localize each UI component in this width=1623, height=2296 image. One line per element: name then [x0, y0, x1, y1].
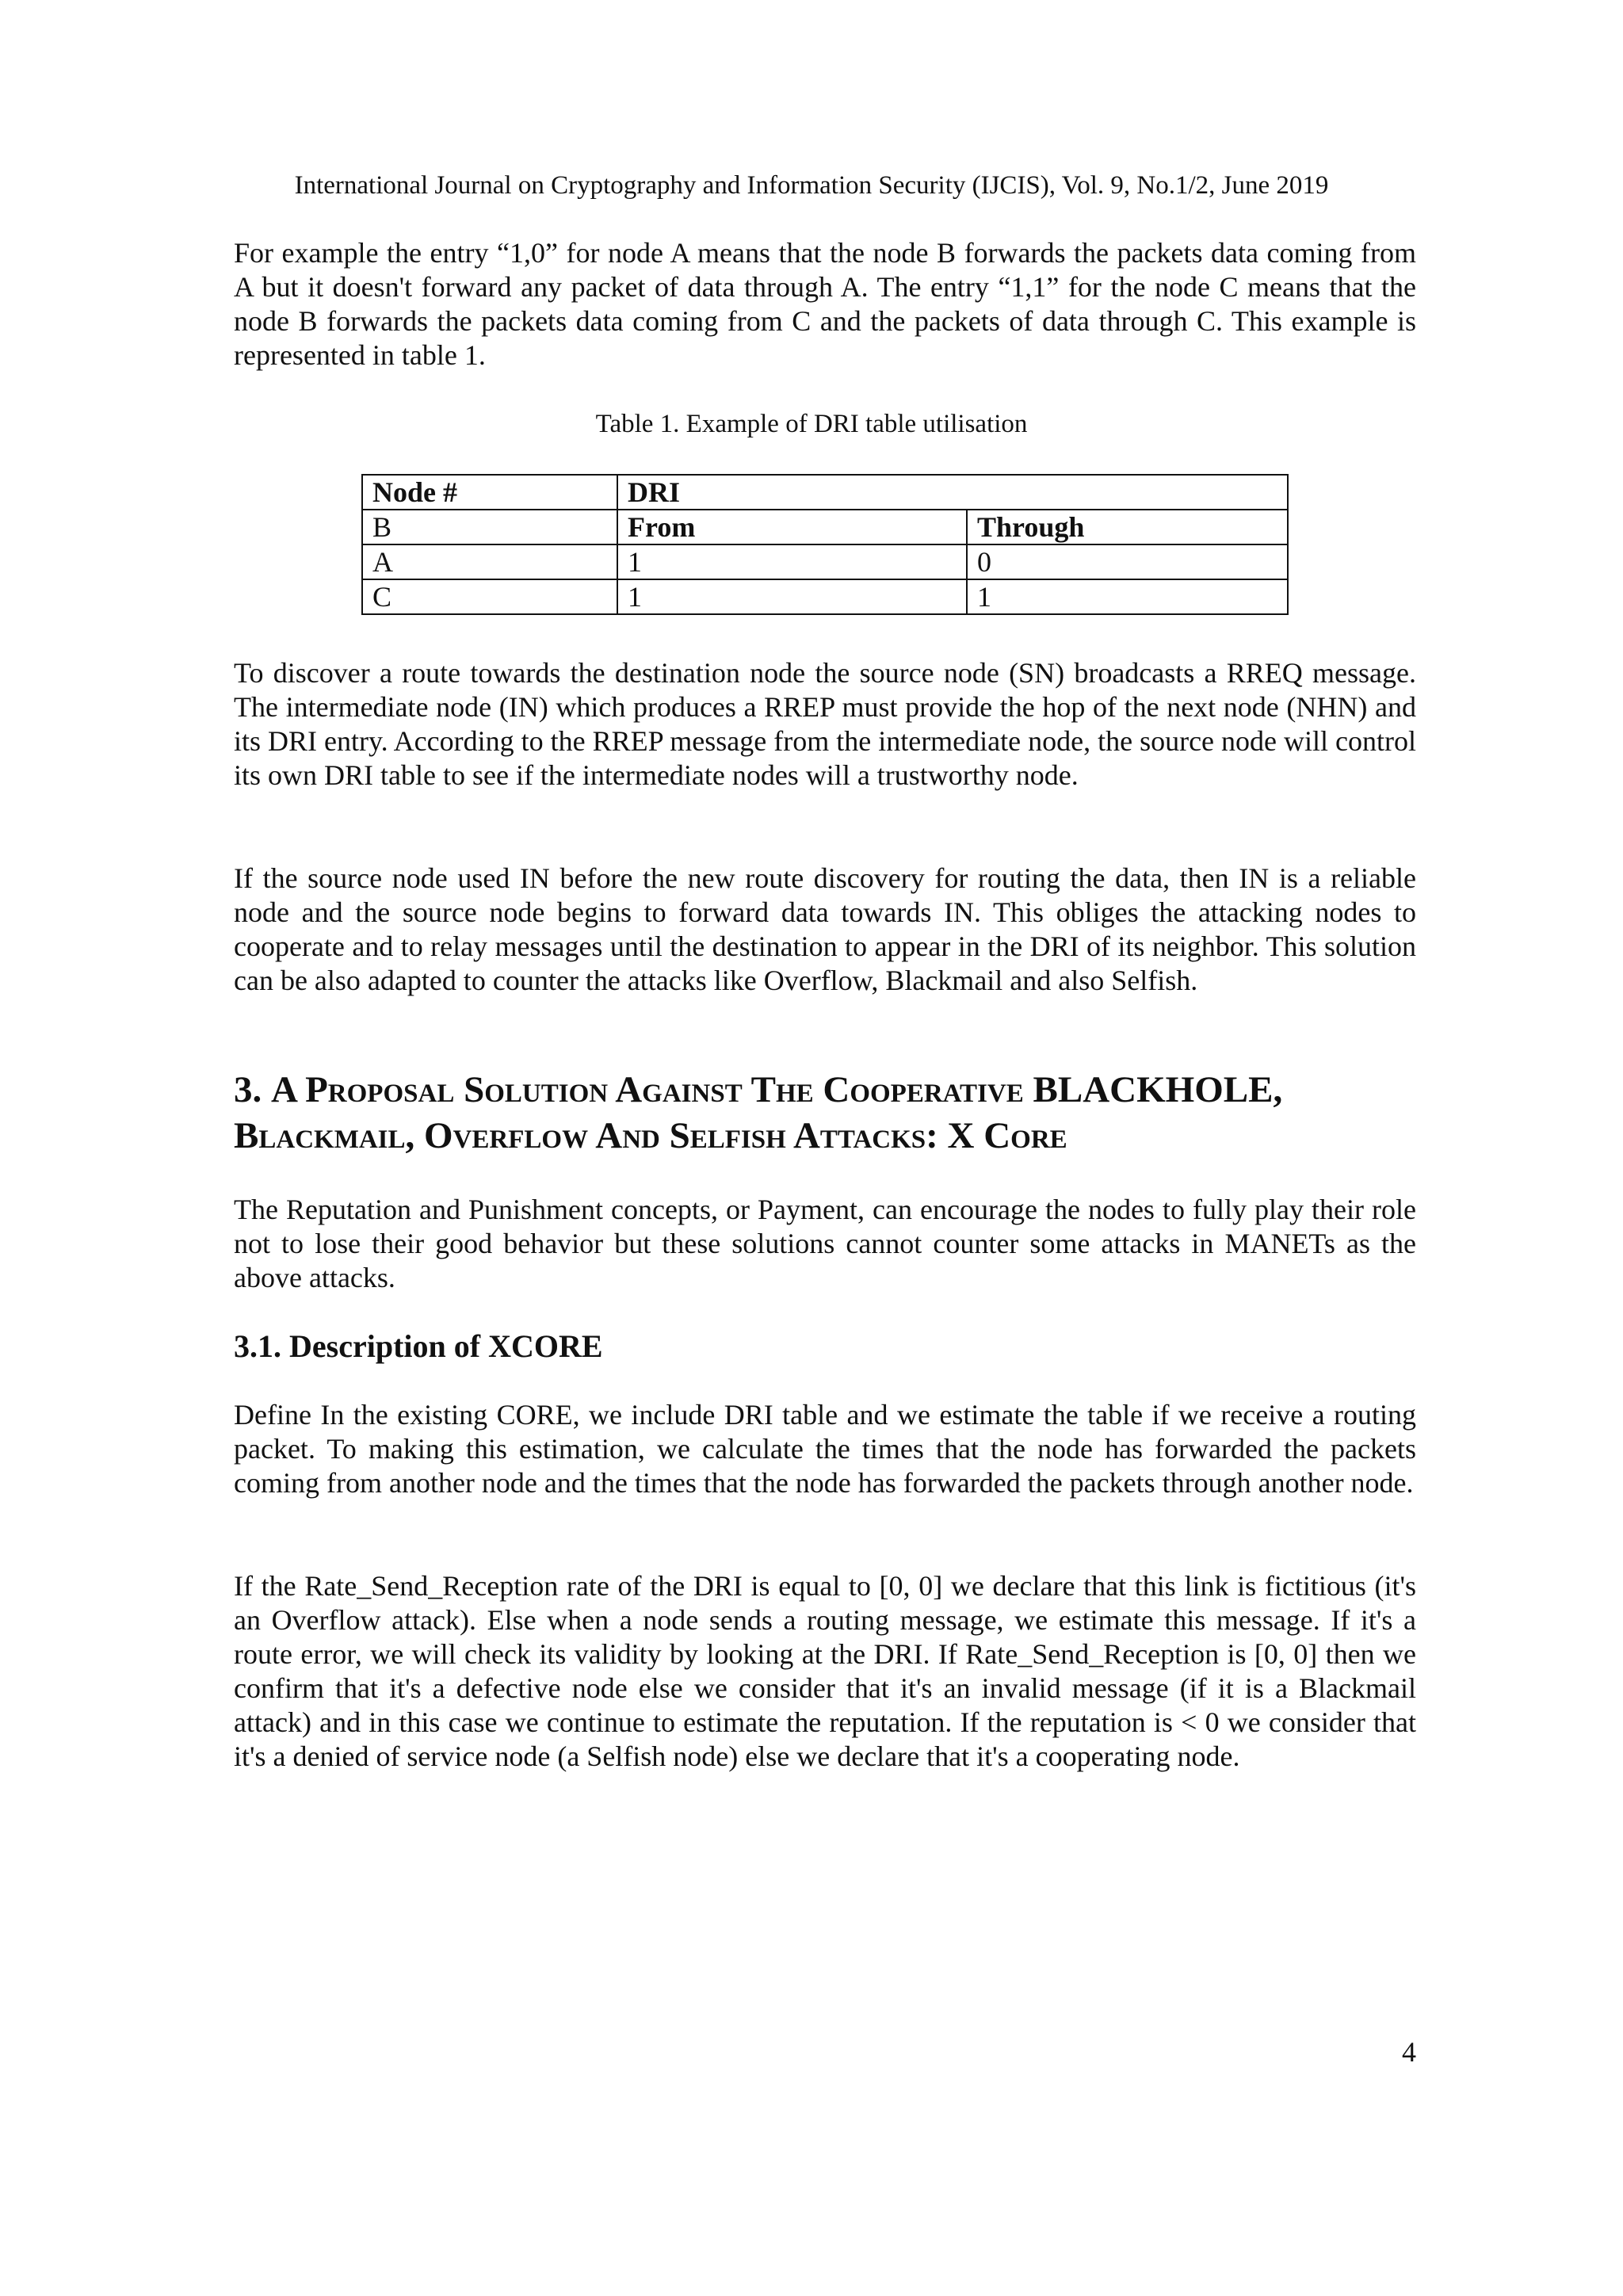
- paragraph-route-discovery: To discover a route towards the destination node the source node (SN) broadcasts a RREQ message. The intermediate node (IN) which produces a RREP must provide the hop of the next node (NHN) and its DRI entry. According to the RREP message from the intermediate node, the source node will control its own DRI table to see if the intermediate nodes will a trustworthy node.: [234, 657, 1416, 791]
- subheader-from-cell: From: [617, 510, 967, 544]
- row-from-cell: 1: [617, 579, 967, 614]
- header-node-cell: Node #: [362, 475, 617, 510]
- paragraph-rate-send-reception: If the Rate_Send_Reception rate of the DRI is equal to [0, 0] we declare that this link is fictitious (it's an Overflow attack). Else when a node sends a routing message, we estimate this message. If it's a route error, we will check its validity by looking at the DRI. If Rate_Send_Reception is [0, 0] then we confirm that it's a defective node else we consider that it's an invalid message (if it is a Blackmail attack) and in this case we continue to estimate the reputation. If the reputation is < 0 we consider that it's a denied of service node (a Selfish node) else we declare that it's a cooperating node.: [234, 1570, 1416, 1772]
- table-row: [362, 579, 1288, 614]
- subheader-node-cell: B: [362, 510, 617, 544]
- table-row: [362, 544, 1288, 579]
- paragraph-xcore-define: Define In the existing CORE, we include DRI table and we estimate the table if we receive a routing packet. To making this estimation, we calculate the times that the node has forwarded the packets coming from another node and the times that the node has forwarded the packets through another node.: [234, 1399, 1416, 1499]
- subsection-heading: 3.1. Description of XCORE: [234, 1328, 603, 1364]
- paragraph-reliable-node: If the source node used IN before the new route discovery for routing the data, then IN is a reliable node and the source node begins to forward data towards IN. This obliges the attacking nodes to cooperate and to relay messages until the destination to appear in the DRI of its neighbor. This solution can be also adapted to counter the attacks like Overflow, Blackmail and also Selfish.: [234, 862, 1416, 996]
- row-node-cell: A: [362, 544, 617, 579]
- header-dri-cell: DRI: [617, 475, 1288, 510]
- paragraph-reputation-intro: The Reputation and Punishment concepts, or Payment, can encourage the nodes to fully play their role not to lose their good behavior but these solutions cannot counter some attacks in MANETs as the above attacks.: [234, 1194, 1416, 1293]
- row-through-cell: 0: [967, 544, 1288, 579]
- page-number: 4: [1402, 2036, 1416, 2068]
- section-3-heading: [234, 1067, 1423, 1159]
- section-number: 3.: [234, 1069, 262, 1110]
- row-node-cell: C: [362, 579, 617, 614]
- row-from-cell: 1: [617, 544, 967, 579]
- section-title-part-c: Blackmail, Overflow And Selfish Attacks: X Core: [234, 1115, 1067, 1156]
- section-title-part-a: A Proposal Solution Against The Cooperative: [271, 1069, 1024, 1110]
- section-title-part-b: BLACKHOLE,: [1033, 1069, 1283, 1110]
- paragraph-dri-example: For example the entry “1,0” for node A means that the node B forwards the packets data coming from A but it doesn't forward any packet of data through A. The entry “1,1” for the node C means that the node B forwards the packets data coming from C and the packets of data through C. This example is represented in table 1.: [234, 237, 1416, 371]
- row-through-cell: 1: [967, 579, 1288, 614]
- table-caption: Table 1. Example of DRI table utilisation: [595, 410, 1028, 438]
- table-subheader-row: [362, 510, 1288, 544]
- dri-table: [361, 474, 1289, 615]
- journal-header: International Journal on Cryptography and Information Security (IJCIS), Vol. 9, No.1/2, June 2019: [294, 171, 1329, 200]
- table-header-row: [362, 475, 1288, 510]
- subheader-through-cell: Through: [967, 510, 1288, 544]
